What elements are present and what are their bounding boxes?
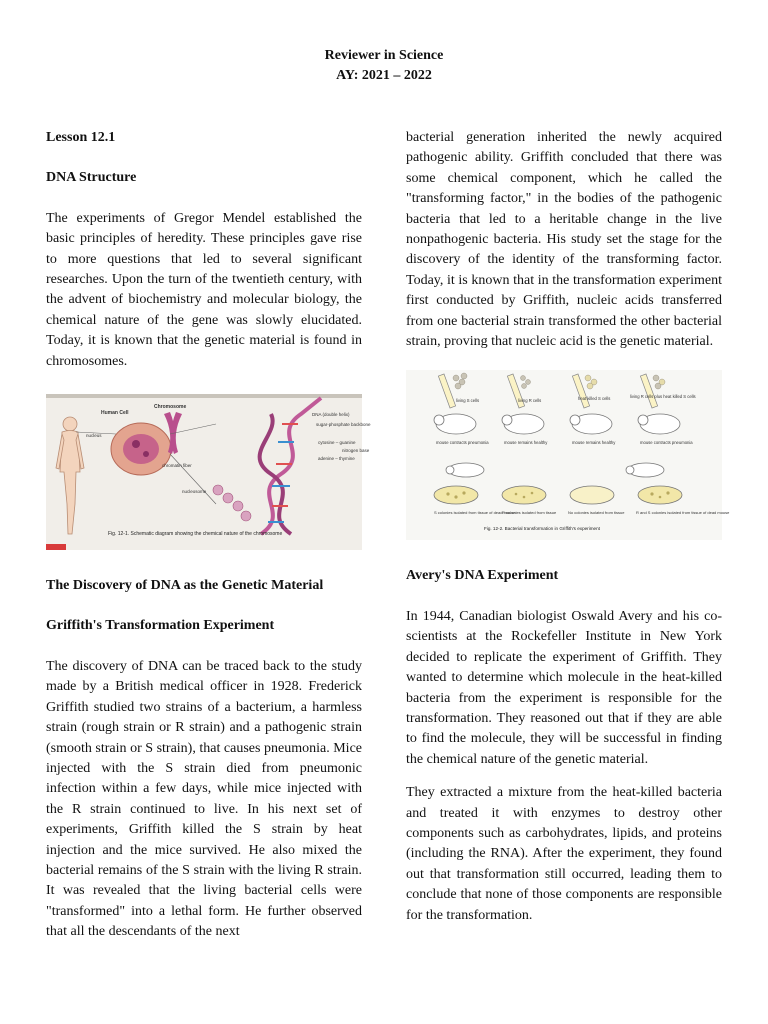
svg-text:nitrogen base: nitrogen base	[342, 448, 370, 454]
document-title: Reviewer in Science	[324, 48, 444, 63]
svg-text:nucleosome: nucleosome	[182, 489, 207, 495]
page-header	[0, 46, 768, 86]
svg-text:cytosine – guanine: cytosine – guanine	[318, 440, 356, 446]
left-column	[46, 128, 371, 943]
section-heading-avery: Avery's DNA Experiment	[406, 568, 559, 584]
chromosome-illustration	[46, 394, 371, 550]
griffith-paragraph: The discovery of DNA can be traced back to the study made by a British medical officer in 1928. Frederick Griffith studied two strains of a bacterium, a harmless strain (rough strain or R strain) and a pathogenic strain (smooth strain or S strain), that causes pneumonia. Mice injected with the S strain died from pneumonic infection within a few days, while mice injected with the R strain continued to live. In his next set of experiments, Griffith killed the S strain by heat injection and the mice survived. He also mixed the bacterial remains of the S strain with the living R strain. It was revealed that the living bacterial cells were "transformed" into a lethal form. He further observed that all the descendants of the next	[46, 658, 362, 940]
svg-text:Human Cell: Human Cell	[101, 410, 129, 417]
svg-text:Chromosome: Chromosome	[154, 404, 187, 411]
avery-paragraph-2: They extracted a mixture from the heat-killed bacteria and treated it with enzymes to destroy other components such as carbohydrates, lipids, and proteins (including the RNA). After the experiment, they found out that transformation still occurred, leading them to conclude that none of those components are responsible for the transformation.	[406, 785, 722, 923]
subheading-griffith: Griffith's Transformation Experiment	[46, 618, 275, 634]
svg-text:No colonies isolated from tiss: No colonies isolated from tissue	[568, 510, 625, 516]
avery-paragraph-1: In 1944, Canadian biologist Oswald Avery and his co-scientists at the Rockefeller Institute in New York decided to replicate the experiment of Griffith. They wanted to determine which molecule in the heat-killed bacteria from the experiment is responsible for the transformation. They reasoned out that if they are able to find the molecule, they will be successful in finding the chemical nature of the genetic material.	[406, 608, 722, 767]
lesson-number: Lesson 12.1	[46, 130, 116, 145]
svg-text:chromatin fiber: chromatin fiber	[162, 463, 192, 469]
lesson-topic: DNA Structure	[46, 170, 137, 186]
svg-text:Fig. 12-2. Bacterial transform: Fig. 12-2. Bacterial transformation in Griffith's experiment	[484, 526, 600, 532]
svg-text:living R cells: living R cells	[518, 398, 542, 404]
svg-text:nucleus: nucleus	[86, 433, 102, 439]
svg-text:DNA (double helix): DNA (double helix)	[312, 412, 350, 418]
svg-text:adenine – thymine: adenine – thymine	[318, 456, 355, 462]
svg-text:mouse remains healthy: mouse remains healthy	[504, 440, 548, 446]
svg-text:mouse contracts pneumonia: mouse contracts pneumonia	[640, 440, 693, 446]
svg-text:sugar-phosphate backbone: sugar-phosphate backbone	[316, 422, 371, 428]
griffith-continued-paragraph: bacterial generation inherited the newly acquired pathogenic ability. Griffith concluded that there was some chemical component, which he called the "transforming factor," in the bodies of the pathogenic bacteria that led to a heritable change in the live nonpathogenic bacteria. His study set the stage for the discovery of the identity of the transforming factor. Today, it is known that in the transformation experiment first conducted by Griffith, nucleic acids transferred from one bacterial strain transformed the other bacterial strain, proving that nucleic acid is the genetic material.	[406, 130, 722, 350]
svg-text:mouse remains healthy: mouse remains healthy	[572, 440, 616, 446]
svg-text:mouse contracts pneumonia: mouse contracts pneumonia	[436, 440, 489, 446]
svg-text:R colonies isolated from tissu: R colonies isolated from tissue	[502, 510, 557, 516]
svg-text:Fig. 12-1. Schematic diagram s: Fig. 12-1. Schematic diagram showing the chemical nature of the chromosome	[108, 531, 283, 538]
svg-text:S colonies isolated from tissu: S colonies isolated from tissue of dead mouse	[434, 510, 516, 516]
figure-griffith-experiment	[406, 370, 730, 540]
right-column	[406, 128, 730, 926]
figure-chromosome-diagram	[46, 394, 371, 550]
intro-paragraph: The experiments of Gregor Mendel established the basic principles of heredity. These principles gave rise to more questions that led to several significant researches. Upon the turn of the twentieth century, with the advent of biochemistry and molecular biology, the chemical nature of the gene was slowly elucidated. Today, it is known that the genetic material is found in chromosomes.	[46, 210, 362, 369]
svg-text:living S cells: living S cells	[456, 398, 480, 404]
svg-text:heat killed S cells: heat killed S cells	[578, 396, 611, 402]
section-heading-discovery: The Discovery of DNA as the Genetic Material	[46, 578, 324, 594]
transformation-illustration	[406, 370, 730, 540]
academic-year: AY: 2021 – 2022	[336, 68, 432, 83]
svg-text:R and S colonies isolated from: R and S colonies isolated from tissue of dead mouse	[636, 510, 730, 516]
svg-text:living R cells plus heat kille: living R cells plus heat killed S cells	[630, 394, 696, 400]
